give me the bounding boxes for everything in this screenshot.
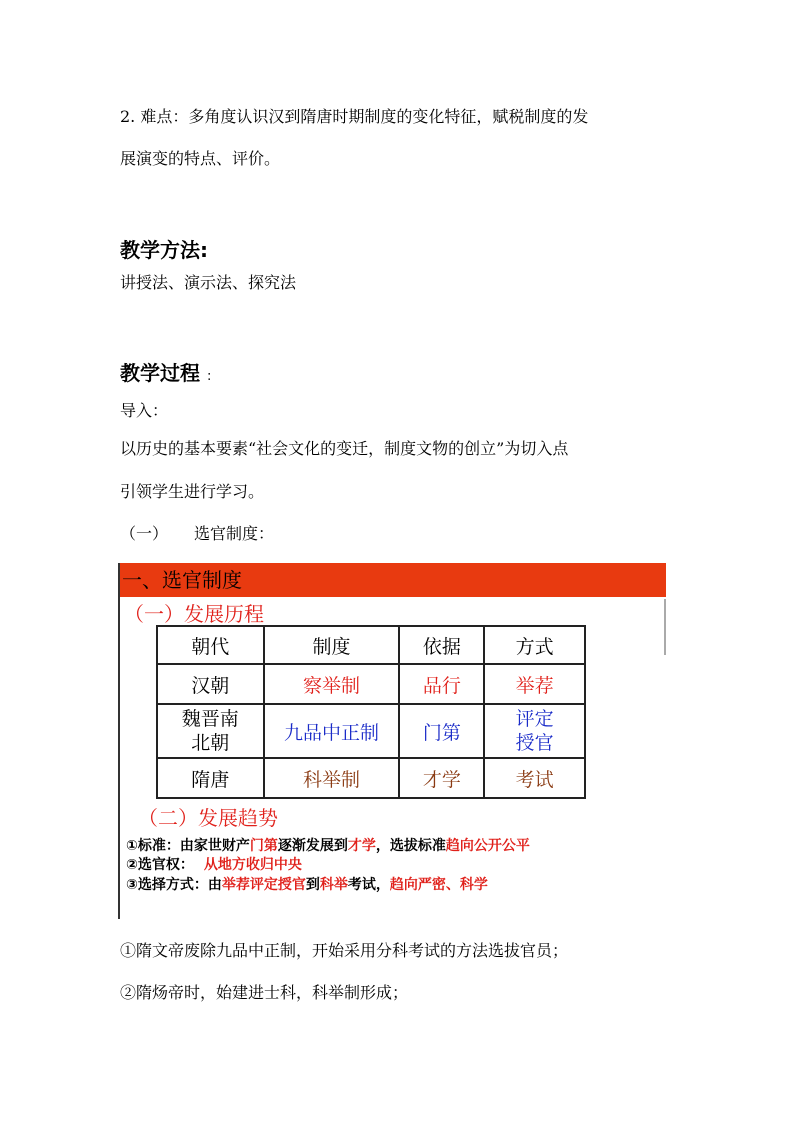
difficulty-line-2: 展演变的特点、评价。 bbox=[120, 149, 281, 168]
cell-method-line-2: 授官 bbox=[515, 732, 554, 754]
section-heading bbox=[120, 523, 680, 545]
table-row bbox=[157, 758, 585, 798]
trend3-c: 到 bbox=[305, 877, 320, 893]
trend1-f: 趋向公开公平 bbox=[445, 838, 530, 854]
section-title: 选官制度： bbox=[194, 524, 275, 543]
table-row bbox=[157, 704, 585, 758]
header-dynasty: 朝代 bbox=[157, 626, 264, 664]
header-system: 制度 bbox=[264, 626, 400, 664]
process-heading bbox=[120, 357, 211, 386]
trend1-a: ①标准：由家世财产 bbox=[126, 838, 250, 854]
cell-system: 科举制 bbox=[264, 758, 400, 798]
trend3-d: 科举 bbox=[319, 877, 348, 893]
cell-method: 考试 bbox=[484, 758, 585, 798]
table-header-row bbox=[157, 626, 585, 664]
note-2: ②隋炀帝时，始建进士科，科举制形成； bbox=[120, 983, 409, 1002]
cell-system: 察举制 bbox=[264, 664, 400, 704]
trend3-a: ③选择方式：由 bbox=[126, 877, 222, 893]
section-number: （一） bbox=[120, 524, 169, 543]
note-1: ①隋文帝废除九品中正制，开始采用分科考试的方法选拔官员； bbox=[120, 941, 569, 960]
trend1-c: 逐渐发展到 bbox=[277, 838, 348, 854]
trend3-b: 举荐评定授官 bbox=[221, 877, 306, 893]
slide-right-border bbox=[664, 599, 666, 655]
header-method: 方式 bbox=[484, 626, 585, 664]
cell-dynasty: 汉朝 bbox=[157, 664, 264, 704]
trend-power bbox=[126, 854, 302, 874]
trend1-d: 才学 bbox=[347, 838, 376, 854]
slide-subtitle-history: （一）发展历程 bbox=[124, 602, 264, 626]
slide-left-border bbox=[118, 563, 120, 919]
slide-image bbox=[118, 563, 666, 919]
methods-heading: 教学方法: bbox=[120, 238, 208, 262]
trend3-f: 趋向严密、科学 bbox=[389, 877, 488, 893]
trend2-a: ②选官权： bbox=[126, 857, 194, 873]
cell-dynasty-line-1: 魏晋南 bbox=[181, 708, 239, 730]
cell-basis: 门第 bbox=[399, 704, 484, 758]
cell-system: 九品中正制 bbox=[264, 704, 400, 758]
slide-title: 一、选官制度 bbox=[118, 563, 666, 597]
cell-dynasty: 隋唐 bbox=[157, 758, 264, 798]
table-row bbox=[157, 664, 585, 704]
slide-subtitle-trend: （二）发展趋势 bbox=[138, 806, 278, 830]
process-heading-text: 教学过程 bbox=[120, 361, 200, 385]
trend1-e: ，选拔标准 bbox=[375, 838, 446, 854]
trend1-b: 门第 bbox=[249, 838, 278, 854]
methods-text: 讲授法、演示法、探究法 bbox=[120, 273, 297, 292]
header-basis: 依据 bbox=[399, 626, 484, 664]
selection-system-table bbox=[156, 625, 586, 799]
intro-label: 导入： bbox=[120, 401, 169, 420]
intro-line-2: 引领学生进行学习。 bbox=[120, 482, 265, 501]
trend2-b: 从地方收归中央 bbox=[203, 857, 302, 873]
process-heading-colon: : bbox=[206, 369, 212, 384]
trend3-e: 考试， bbox=[347, 877, 390, 893]
intro-line-1: 以历史的基本要素“社会文化的变迁，制度文物的创立”为切入点 bbox=[120, 439, 569, 458]
trend-method bbox=[126, 874, 488, 894]
difficulty-line-1: 2. 难点：多角度认识汉到隋唐时期制度的变化特征，赋税制度的发 bbox=[120, 107, 589, 126]
cell-basis: 品行 bbox=[399, 664, 484, 704]
trend-standard bbox=[126, 835, 530, 855]
cell-basis: 才学 bbox=[399, 758, 484, 798]
cell-method-line-1: 评定 bbox=[515, 708, 554, 730]
cell-method: 举荐 bbox=[484, 664, 585, 704]
cell-dynasty-line-2: 北朝 bbox=[191, 732, 230, 754]
cell-dynasty bbox=[157, 704, 264, 758]
cell-method bbox=[484, 704, 585, 758]
